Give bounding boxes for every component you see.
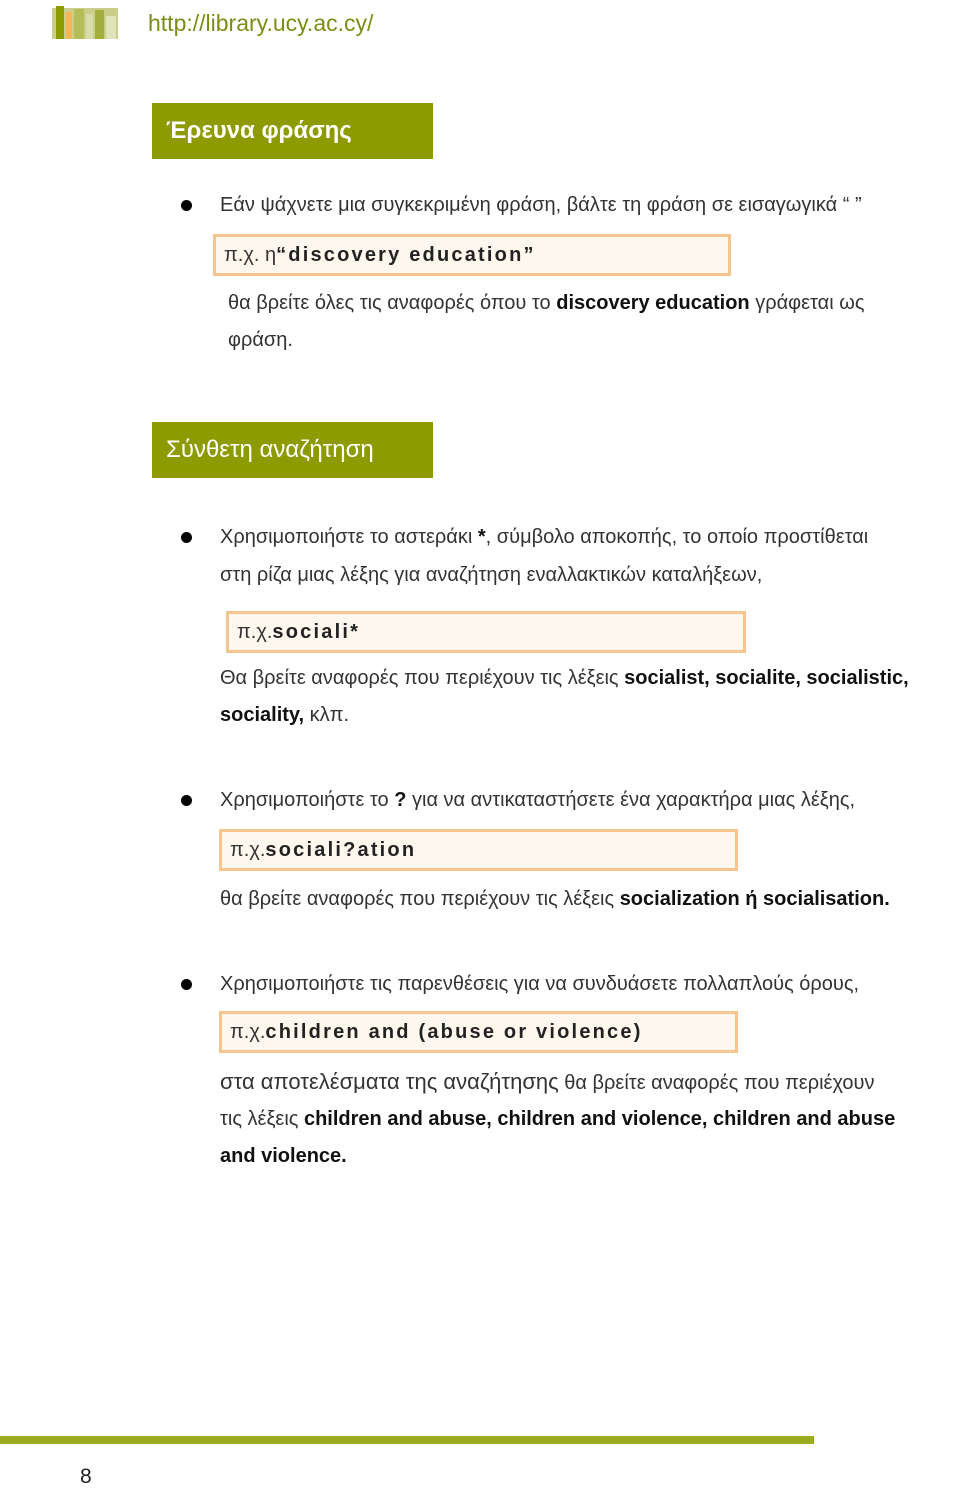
page-number: 8 [80, 1465, 92, 1488]
wildcard-instruction-line1 [220, 519, 868, 556]
char-replace-result [220, 881, 890, 918]
bullet-icon [181, 200, 192, 211]
char-replace-example-box [219, 829, 738, 871]
phrase-example-box [213, 234, 731, 276]
section-heading-text: Σύνθετη αναζήτηση [166, 436, 374, 463]
result-text-large: στα αποτελέσματα της αναζήτησης [220, 1069, 559, 1094]
instruction-text: για να αντικαταστήσετε ένα χαρακτήρα μιας λέξης, [406, 789, 856, 811]
result-text: θα βρείτε αναφορές που περιέχουν τις λέξεις [220, 888, 620, 910]
asterisk-symbol: * [477, 526, 486, 548]
phrase-result-line1 [228, 285, 864, 322]
bullet-icon [181, 979, 192, 990]
result-text: θα βρείτε αναφορές που περιέχουν [558, 1072, 875, 1094]
bullet-icon [181, 532, 192, 543]
example-prefix: π.χ. η [224, 243, 277, 266]
wildcard-instruction-line2: στη ρίζα μιας λέξης για αναζήτηση εναλλακτικών καταλήξεων, [220, 564, 763, 586]
library-logo-icon [52, 6, 118, 39]
result-text: κλπ. [304, 704, 350, 726]
footer-divider [0, 1436, 814, 1444]
parentheses-result-line1 [220, 1063, 874, 1102]
instruction-text: Χρησιμοποιήστε το αστεράκι [220, 526, 478, 548]
parentheses-instruction: Χρησιμοποιήστε τις παρενθέσεις για να συνδυάσετε πολλαπλούς όρους, [220, 973, 860, 995]
example-term: children and (abuse or violence) [265, 1020, 643, 1043]
section-heading-text: Έρευνα φράσης [166, 117, 352, 144]
result-terms: children and abuse, children and violence, children and abuse [303, 1108, 896, 1130]
result-terms: socialist, socialite, socialistic, [624, 667, 909, 689]
phrase-result-line2: φράση. [228, 329, 293, 351]
example-prefix: π.χ. [230, 838, 266, 861]
example-term: sociali* [272, 620, 361, 643]
example-term: sociali?ation [265, 838, 417, 861]
example-prefix: π.χ. [237, 620, 273, 643]
wildcard-example-box [226, 611, 746, 653]
parentheses-example-box [219, 1011, 738, 1053]
result-text: γράφεται ως [749, 292, 865, 314]
result-text: θα βρείτε όλες τις αναφορές όπου το [228, 292, 557, 314]
char-replace-instruction [220, 782, 855, 819]
parentheses-result-line3 [220, 1138, 347, 1175]
parentheses-result-line2 [220, 1101, 895, 1138]
wildcard-result-line2 [220, 697, 349, 734]
result-text: Θα βρείτε αναφορές που περιέχουν τις λέξεις [220, 667, 625, 689]
result-period: . [341, 1145, 347, 1167]
result-terms: socialization ή socialisation. [619, 888, 890, 910]
example-prefix: π.χ. [230, 1020, 266, 1043]
result-terms: sociality, [220, 704, 305, 726]
library-url-link[interactable]: http://library.ucy.ac.cy/ [148, 10, 374, 36]
bullet-icon [181, 795, 192, 806]
result-text: τις λέξεις [220, 1108, 304, 1130]
phrase-instruction: Εάν ψάχνετε μια συγκεκριμένη φράση, βάλτε τη φράση σε εισαγωγικά “ ” [220, 194, 862, 216]
example-term: “discovery education” [276, 243, 536, 266]
question-symbol: ? [394, 789, 407, 811]
instruction-text: Χρησιμοποιήστε το [220, 789, 395, 811]
section-heading-advanced-search [152, 422, 433, 478]
result-term: discovery education [556, 292, 750, 314]
wildcard-result-line1 [220, 660, 909, 697]
result-terms: and violence [220, 1145, 342, 1167]
section-heading-phrase-search [152, 103, 433, 159]
instruction-text: , σύμβολο αποκοπής, το οποίο προστίθεται [485, 526, 869, 548]
